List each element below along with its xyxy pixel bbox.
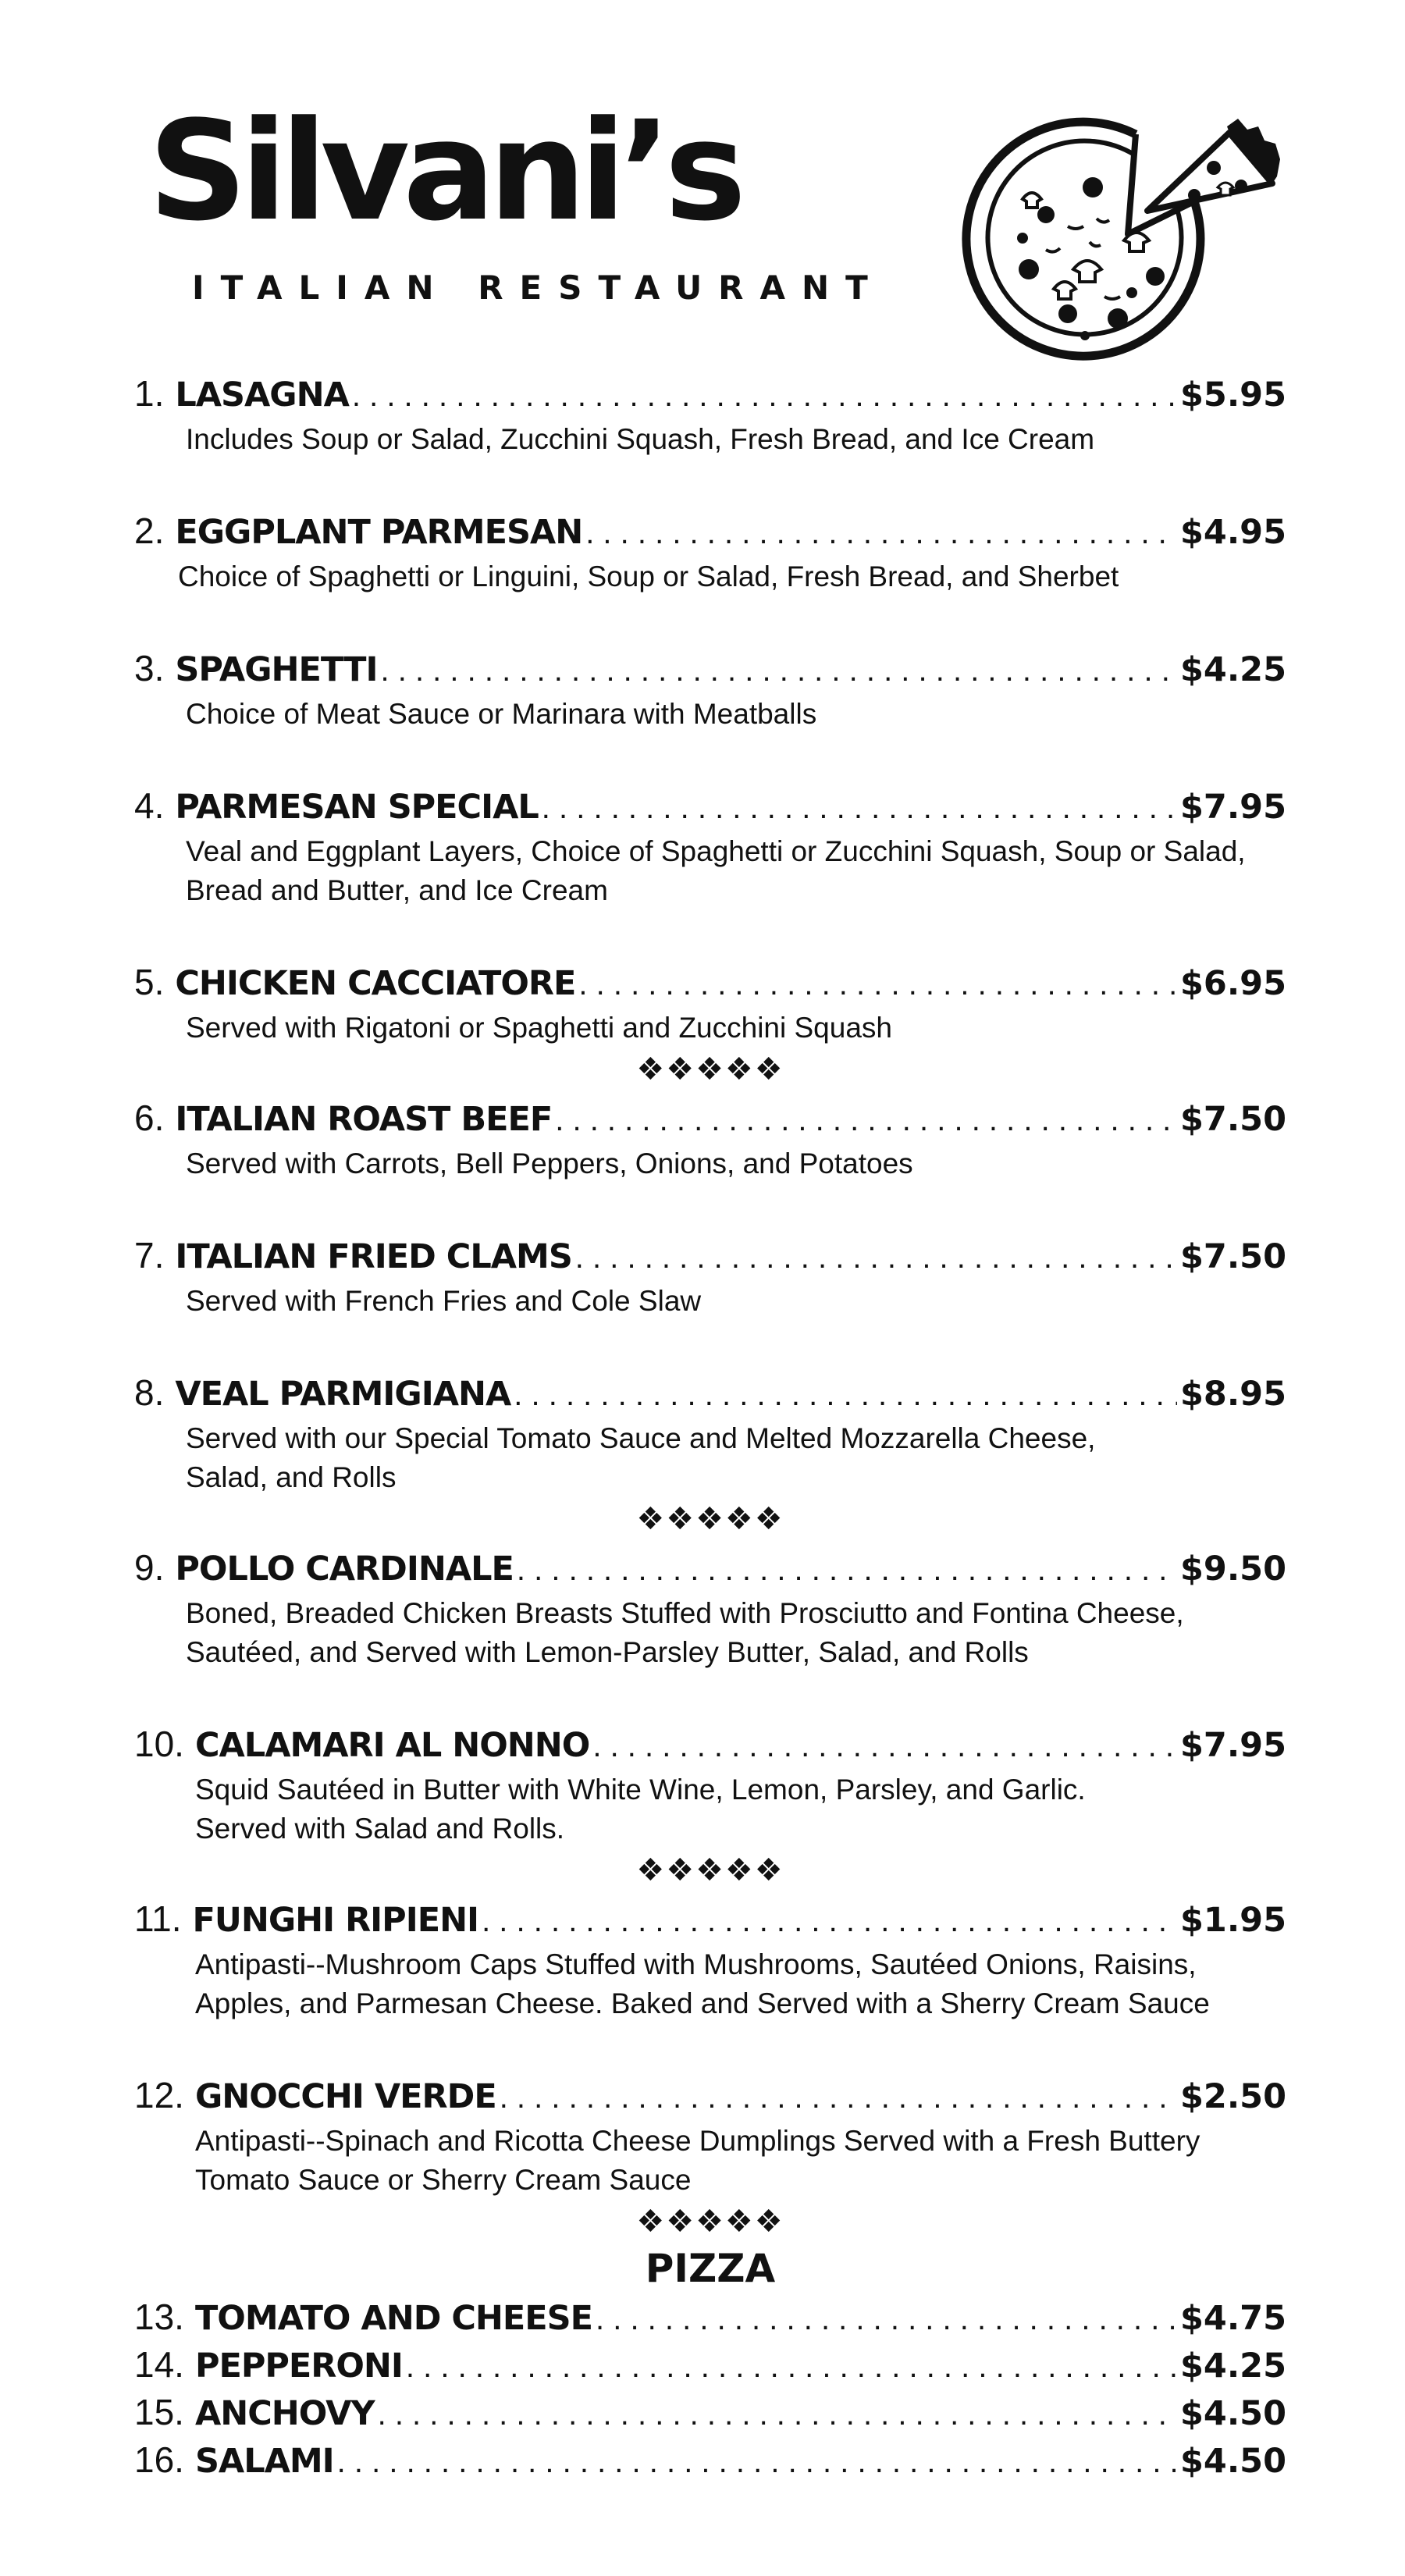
item-name: ITALIAN FRIED CLAMS (175, 1237, 572, 1276)
item-number: 13. (134, 2297, 184, 2337)
dot-leader (555, 1094, 1177, 1147)
dot-leader (337, 2439, 1177, 2486)
item-number: 1. (134, 373, 165, 414)
item-number: 14. (134, 2344, 184, 2385)
dot-leader (406, 2343, 1177, 2391)
menu-item (134, 2069, 1286, 2200)
item-name: FUNGHI RIPIENI (192, 1901, 479, 1940)
dot-leader (378, 2391, 1177, 2439)
item-name: SPAGHETTI (175, 650, 378, 689)
item-number: 4. (134, 785, 165, 826)
item-name: SALAMI (194, 2442, 334, 2481)
item-name: PARMESAN SPECIAL (175, 788, 539, 827)
item-description: Squid Sautéed in Butter with White Wine, Lemon, Parsley, and Garlic. Served with Salad and Rolls. (195, 1774, 1086, 1845)
pizza-item (134, 2341, 1286, 2389)
dot-leader (596, 2296, 1177, 2343)
item-price: $4.50 (1179, 2442, 1286, 2481)
dot-leader (575, 1231, 1177, 1284)
item-number: 8. (134, 1372, 165, 1413)
item-price: $7.50 (1179, 1237, 1286, 1276)
menu-item (134, 779, 1286, 910)
item-price: $4.50 (1179, 2394, 1286, 2433)
restaurant-name: Silvani’s (148, 91, 740, 251)
item-description: Choice of Spaghetti or Linguini, Soup or Salad, Fresh Bread, and Sherbet (178, 560, 1119, 592)
pizza-icon (937, 109, 1288, 367)
item-description: Served with Carrots, Bell Peppers, Onions, and Potatoes (186, 1147, 913, 1179)
item-number: 3. (134, 648, 165, 688)
item-number: 15. (134, 2392, 184, 2432)
item-number: 12. (134, 2075, 184, 2115)
ornament-divider: ❖❖❖❖❖ (636, 1853, 784, 1888)
menu-item (134, 1717, 1286, 1848)
item-number: 5. (134, 962, 165, 1002)
dot-leader (578, 958, 1177, 1011)
item-name: GNOCCHI VERDE (194, 2077, 496, 2116)
item-number: 2. (134, 511, 165, 551)
item-name: ITALIAN ROAST BEEF (175, 1100, 553, 1139)
item-price: $4.75 (1179, 2299, 1286, 2338)
item-name: VEAL PARMIGIANA (175, 1375, 511, 1414)
ornament-divider: ❖❖❖❖❖ (636, 1052, 784, 1087)
item-price: $2.50 (1179, 2077, 1286, 2116)
item-number: 10. (134, 1724, 184, 1764)
item-number: 7. (134, 1235, 165, 1276)
menu-list (134, 367, 1286, 2484)
menu-item (134, 955, 1286, 1048)
dot-leader (381, 644, 1177, 697)
item-price: $7.95 (1179, 788, 1286, 827)
ornament-divider: ❖❖❖❖❖ (636, 1502, 784, 1536)
menu-item (134, 1229, 1286, 1321)
menu-item (134, 1091, 1286, 1183)
item-price: $7.50 (1179, 1100, 1286, 1139)
dot-leader (585, 507, 1177, 560)
menu-item (134, 1366, 1286, 1497)
item-price: $4.25 (1179, 650, 1286, 689)
menu-item (134, 642, 1286, 734)
item-description: Veal and Eggplant Layers, Choice of Spaghetti or Zucchini Squash, Soup or Salad, Bread and Butter, and Ice Cream (186, 835, 1246, 906)
dot-leader (517, 1543, 1177, 1596)
item-description: Served with our Special Tomato Sauce and Melted Mozzarella Cheese, Salad, and Rolls (186, 1422, 1096, 1493)
menu-item (134, 1541, 1286, 1672)
item-name: LASAGNA (175, 375, 349, 415)
item-description: Antipasti--Mushroom Caps Stuffed with Mushrooms, Sautéed Onions, Raisins, Apples, and Parmesan Cheese. Baked and Served with a Sherry Cream Sauce (195, 1948, 1210, 2019)
menu-item (134, 1892, 1286, 2023)
item-description: Choice of Meat Sauce or Marinara with Meatballs (186, 698, 817, 730)
item-name: CALAMARI AL NONNO (194, 1726, 590, 1765)
pizza-item (134, 2436, 1286, 2484)
menu-header (0, 0, 1405, 367)
item-number: 6. (134, 1098, 165, 1138)
dot-leader (482, 1895, 1177, 1948)
menu-item (134, 367, 1286, 459)
item-description: Antipasti--Spinach and Ricotta Cheese Dumplings Served with a Fresh Buttery Tomato Sauce or Sherry Cream Sauce (195, 2125, 1200, 2196)
dot-leader (514, 1368, 1177, 1421)
restaurant-subtitle: ITALIAN RESTAURANT (192, 269, 884, 307)
item-description: Served with French Fries and Cole Slaw (186, 1285, 702, 1317)
dot-leader (592, 1720, 1177, 1773)
item-name: CHICKEN CACCIATORE (175, 964, 576, 1003)
item-name: PEPPERONI (194, 2347, 403, 2386)
item-price: $5.95 (1179, 375, 1286, 415)
pizza-item (134, 2293, 1286, 2341)
item-price: $6.95 (1179, 964, 1286, 1003)
pizza-section-heading: PIZZA (645, 2246, 776, 2291)
ornament-divider: ❖❖❖❖❖ (636, 2204, 784, 2239)
dot-leader (352, 369, 1177, 422)
item-description: Served with Rigatoni or Spaghetti and Zucchini Squash (186, 1012, 892, 1044)
item-name: POLLO CARDINALE (175, 1550, 514, 1589)
item-number: 11. (134, 1898, 182, 1939)
dot-leader (542, 781, 1177, 834)
item-price: $4.95 (1179, 513, 1286, 552)
item-price: $8.95 (1179, 1375, 1286, 1414)
item-description: Includes Soup or Salad, Zucchini Squash, Fresh Bread, and Ice Cream (186, 423, 1095, 455)
item-name: EGGPLANT PARMESAN (175, 513, 583, 552)
item-price: $7.95 (1179, 1726, 1286, 1765)
item-name: TOMATO AND CHEESE (194, 2299, 592, 2338)
item-price: $1.95 (1179, 1901, 1286, 1940)
dot-leader (500, 2071, 1177, 2124)
pizza-item (134, 2389, 1286, 2436)
item-number: 16. (134, 2439, 184, 2480)
item-number: 9. (134, 1547, 165, 1588)
item-price: $4.25 (1179, 2347, 1286, 2386)
item-description: Boned, Breaded Chicken Breasts Stuffed with Prosciutto and Fontina Cheese, Sautéed, and Served with Lemon-Parsley Butter, Salad, and Rolls (186, 1597, 1184, 1668)
item-price: $9.50 (1179, 1550, 1286, 1589)
item-name: ANCHOVY (194, 2394, 375, 2433)
menu-item (134, 504, 1286, 596)
